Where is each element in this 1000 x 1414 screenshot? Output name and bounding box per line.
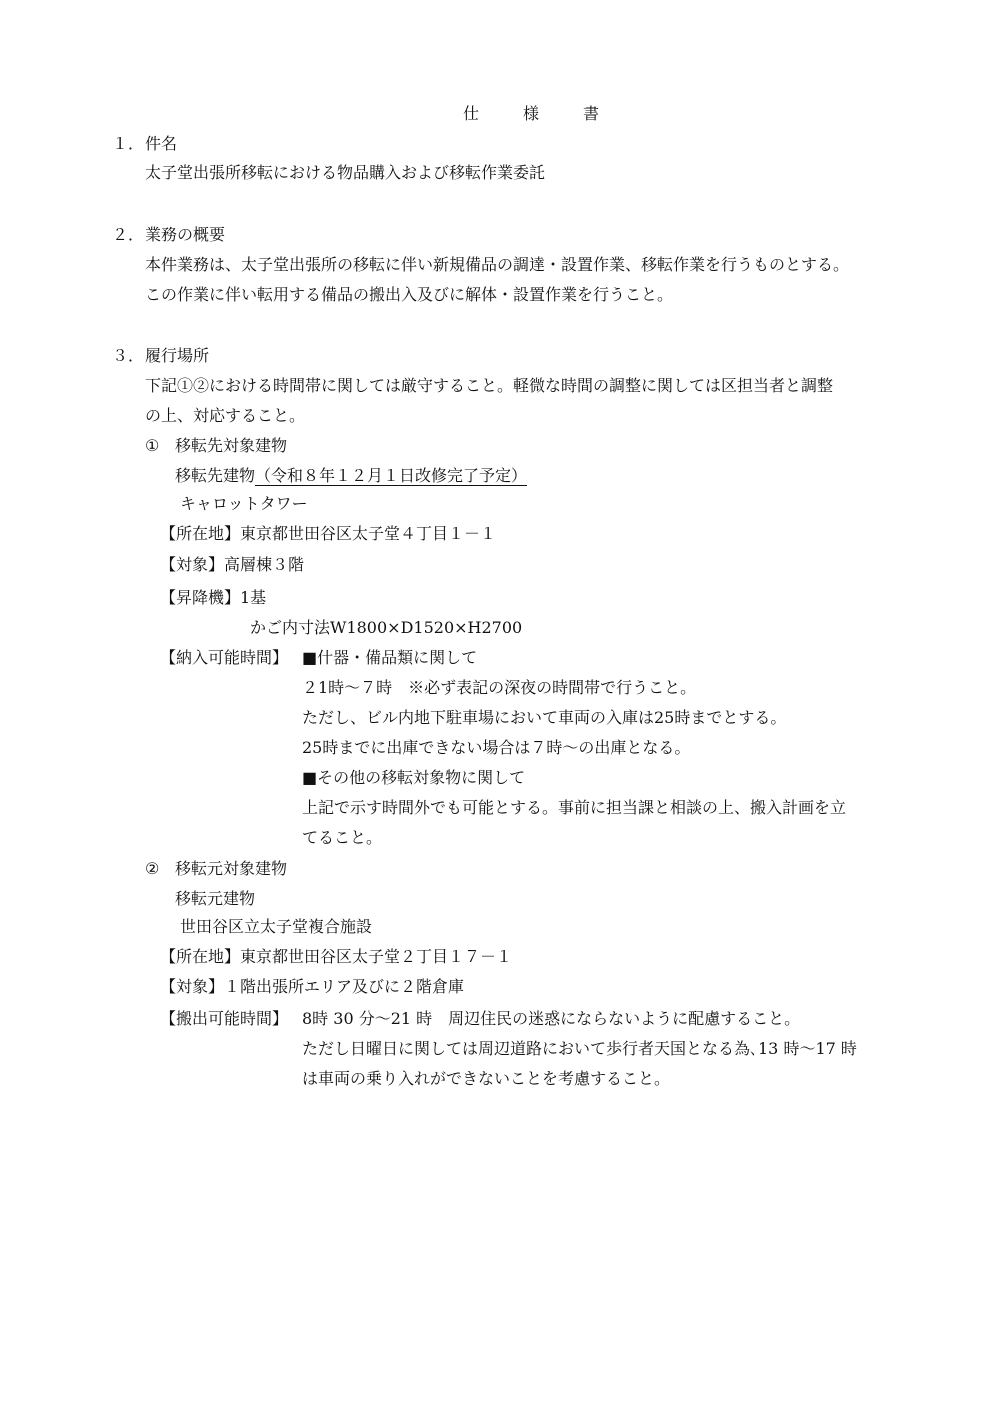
section-3-text-line-1: 下記①②における時間帯に関しては厳守すること。軽微な時間の調整に関しては区担当者と調整 [145,376,834,395]
item-1-address: 【所在地】東京都世田谷区太子堂４丁目１－１ [160,524,497,543]
item-2-building-name: 世田谷区立太子堂複合施設 [180,917,373,936]
item-1-elevator: 【昇降機】1基 [160,588,267,607]
item-1-building-note: （令和８年１２月１日改修完了予定） [255,466,528,485]
item-1-hours-line-7: てること。 [302,828,383,847]
item-1-building-label [175,465,527,487]
item-1-marker: ① [145,436,160,455]
item-1-heading: 移転先対象建物 [175,436,288,455]
item-1-elevator-dimensions: かご内寸法W1800×D1520×H2700 [250,618,523,637]
section-3-number: ３． [112,346,145,365]
section-1-text: 太子堂出張所移転における物品購入および移転作業委託 [145,163,546,182]
item-1-building-label-text: 移転先建物 [175,466,256,485]
item-1-hours-line-5: ■その他の移転対象物に関して [302,768,526,787]
item-1-hours-line-6: 上記で示す時間外でも可能とする。事前に担当課と相談の上、搬入計画を立 [302,798,847,817]
section-1-heading: 件名 [145,134,178,153]
item-2-target: 【対象】１階出張所エリア及びに２階倉庫 [160,977,465,996]
item-2-hours-line-2: ただし日曜日に関しては周辺道路において歩行者天国となる為､13 時～17 時 [302,1039,857,1058]
section-1-number: １． [112,134,145,153]
section-2-text-line-2: この作業に伴い転用する備品の搬出入及びに解体・設置作業を行うこと。 [145,285,674,304]
section-2-heading: 業務の概要 [145,225,226,244]
item-1-hours-line-3: ただし、ビル内地下駐車場において車両の入庫は25時までとする。 [302,708,787,727]
section-3-text-line-2: の上、対応すること。 [145,406,306,425]
item-2-hours-line-1: 8時 30 分～21 時 周辺住民の迷惑にならないように配慮すること。 [302,1009,801,1028]
item-1-building-name: キャロットタワー [180,494,308,513]
item-1-hours-line-1: ■什器・備品類に関して [302,648,478,667]
item-2-hours-label: 【搬出可能時間】 [160,1009,289,1028]
item-1-hours-label: 【納入可能時間】 [160,648,289,667]
item-2-building-label: 移転元建物 [175,889,256,908]
item-1-target: 【対象】高層棟３階 [160,555,305,574]
item-2-heading: 移転元対象建物 [175,859,288,878]
section-2-number: ２． [112,225,145,244]
item-2-address: 【所在地】東京都世田谷区太子堂２丁目１７－１ [160,947,513,966]
item-1-hours-line-4: 25時までに出庫できない場合は７時～の出庫となる。 [302,738,691,757]
section-3-heading: 履行場所 [145,346,210,365]
item-1-hours-line-2: ２1時～７時 ※必ず表記の深夜の時間帯で行うこと。 [302,678,697,697]
section-2-text-line-1: 本件業務は、太子堂出張所の移転に伴い新規備品の調達・設置作業、移転作業を行うものとする。 [145,255,850,274]
item-2-marker: ② [145,859,160,878]
item-2-hours-line-3: は車両の乗り入れができないことを考慮すること。 [302,1069,671,1088]
document-title: 仕 様 書 [463,104,614,123]
